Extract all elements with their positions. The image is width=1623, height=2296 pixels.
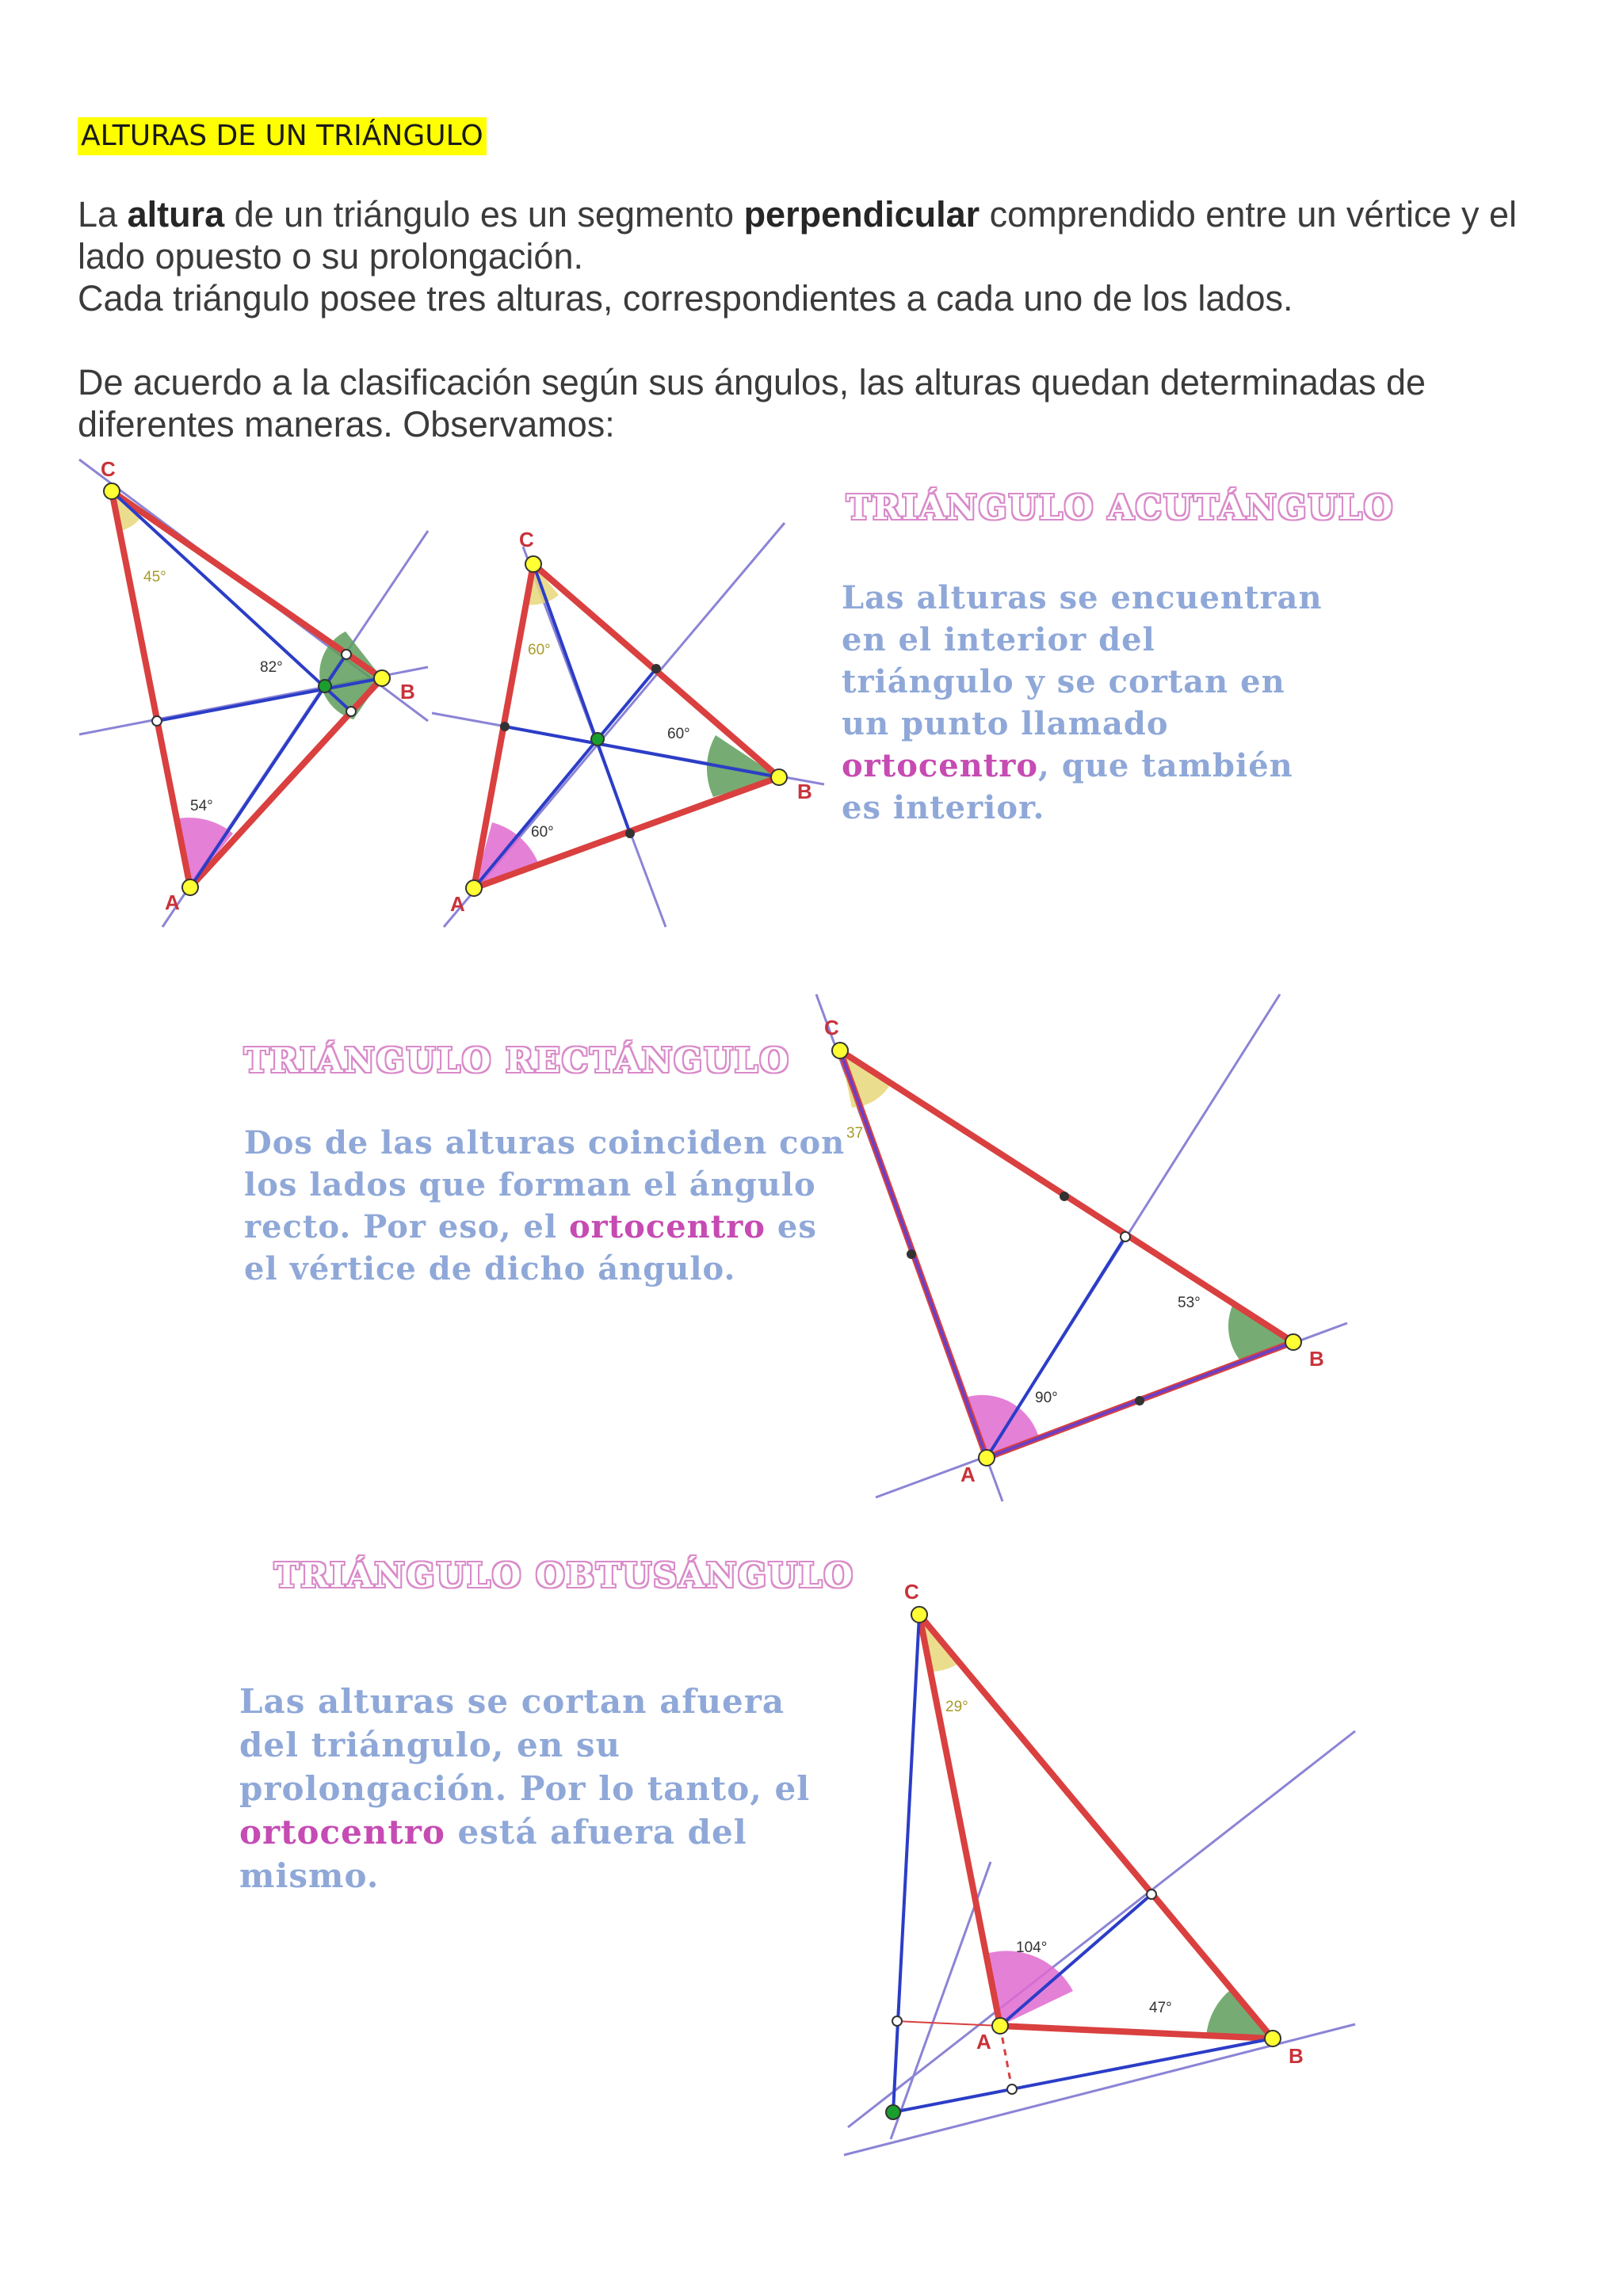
angle-a-label: 90° [1035,1390,1058,1406]
keyword-perpendicular: perpendicular [743,194,980,235]
vertex-b-label: B [400,680,415,704]
angle-b-label: 82° [260,659,283,676]
vertex-c-label: C [824,1016,839,1039]
angle-a-label: 60° [531,824,554,841]
angle-c-label: 29° [945,1699,968,1715]
keyword-altura: altura [127,194,225,235]
vertex-c-label: C [101,457,116,481]
angle-a-label: 54° [190,798,213,814]
angle-c-label: 37 [846,1125,864,1142]
keyword-ortocentro: ortocentro [842,747,1039,784]
angle-b-label: 53° [1178,1295,1201,1311]
angle-c-label: 45° [143,569,166,585]
intro-sentence-three-altitudes: Cada triángulo posee tres alturas, correspondientes a cada uno de los lados. [78,278,1293,318]
angle-b-label: 47° [1149,2000,1172,2016]
acute-description: Las alturas se encuentran en el interior del triángulo y se cortan en un punto llamado ortocentro, que también es interior. [842,579,1323,826]
keyword-ortocentro: ortocentro [568,1208,766,1245]
right-description: Dos de las alturas coinciden con los lados que forman el ángulo recto. Por eso, el ortocentro es el vértice de dicho ángulo. [244,1124,846,1287]
vertex-a-label: A [960,1463,976,1486]
vertex-c-label: C [519,528,534,551]
page-title: ALTURAS DE UN TRIÁNGULO [78,117,487,155]
intro-paragraph-2: De acuerdo a la clasificación según sus ángulos, las alturas quedan determinadas de diferentes maneras. Observamos: [78,362,1426,444]
vertex-b-label: B [797,780,812,803]
keyword-ortocentro: ortocentro [239,1813,445,1852]
vertex-a-label: A [165,891,180,914]
vertex-b-label: B [1289,2044,1304,2068]
vertex-b-label: B [1309,1347,1324,1371]
acute-triangle-figure-2 [428,515,840,935]
angle-a-label: 104° [1016,1939,1048,1956]
angle-b-label: 60° [667,726,690,742]
vertex-c-label: C [904,1580,919,1604]
right-heading: TRIÁNGULO RECTÁNGULO [244,1041,790,1080]
vertex-a-label: A [450,892,465,916]
obtuse-heading: TRIÁNGULO OBTUSÁNGULO [274,1556,854,1595]
acute-triangle-figure-1 [76,452,441,927]
obtuse-description: Las alturas se cortan afuera del triángulo, en su prolongación. Por lo tanto, el ortocentro está afuera del mismo. [239,1682,811,1895]
vertex-a-label: A [976,2030,991,2054]
right-triangle-figure [808,990,1363,1505]
acute-heading: TRIÁNGULO ACUTÁNGULO [846,488,1395,527]
intro-paragraph-1: La altura de un triángulo es un segmento perpendicular comprendido entre un vértice y el lado opuesto o su prolongación. Cada triángulo posee tres alturas, correspondientes a cada uno de los lados. [78,194,1517,318]
obtuse-triangle-figure [840,1569,1371,2171]
angle-c-label: 60° [528,642,551,658]
